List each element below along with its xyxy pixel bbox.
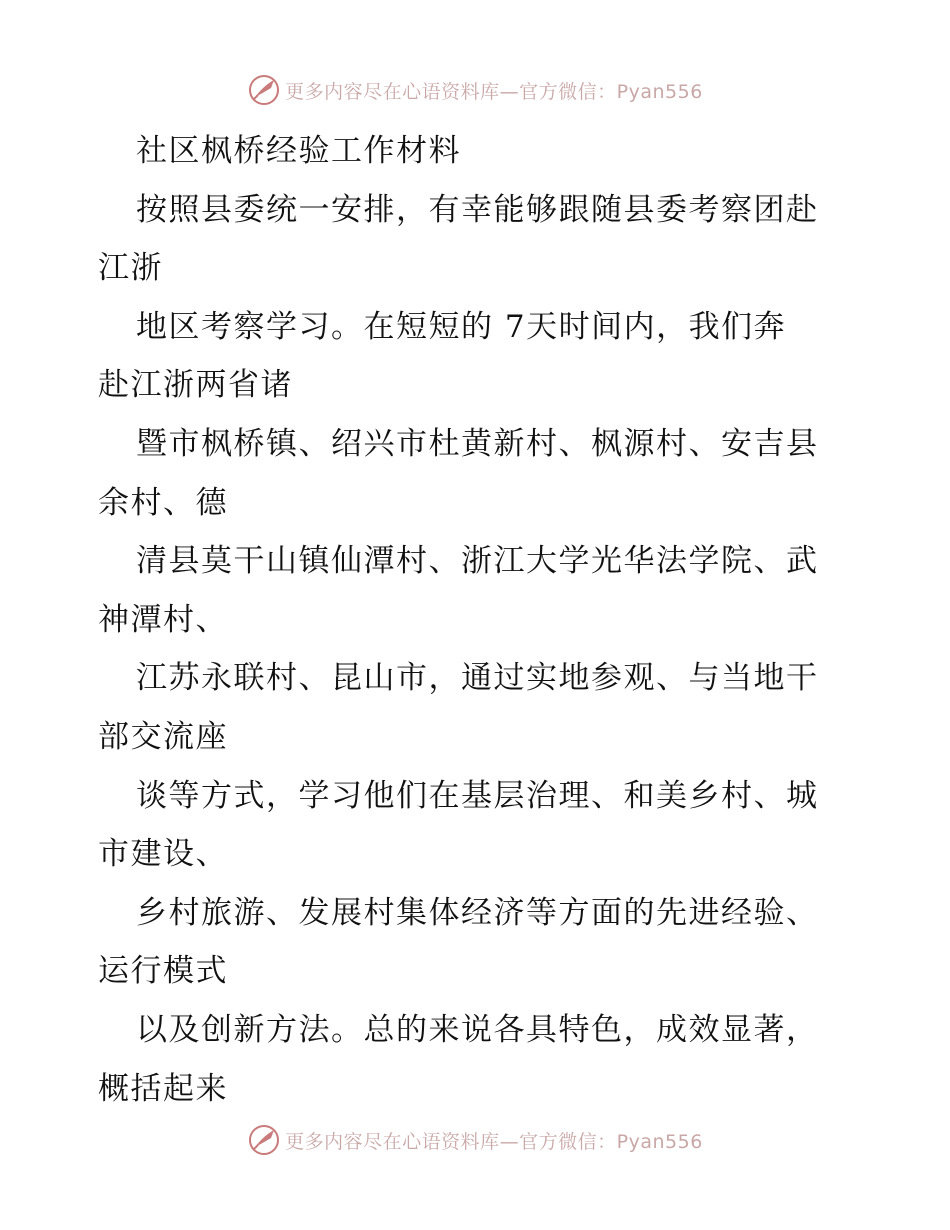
paragraph-line: 江苏永联村、昆山市，通过实地参观、与当地干 — [136, 660, 819, 697]
paragraph-line: 地区考察学习。在短短的 7天时间内，我们奔 — [136, 308, 787, 345]
paragraph-line: 部交流座 — [98, 718, 228, 755]
document-title: 社区枫桥经验工作材料 — [136, 133, 461, 169]
paragraph-line: 概括起来 — [98, 1070, 228, 1107]
paragraph-line: 以及创新方法。总的来说各具特色，成效显著， — [136, 1011, 819, 1048]
paragraph-line: 按照县委统一安排，有幸能够跟随县委考察团赴 — [136, 191, 819, 228]
footer-watermark — [0, 1122, 950, 1158]
paragraph-line: 江浙 — [98, 250, 163, 287]
header-watermark — [0, 72, 950, 108]
paragraph-line: 神潭村、 — [98, 601, 228, 638]
paragraph-line: 谈等方式，学习他们在基层治理、和美乡村、城 — [136, 777, 819, 814]
paragraph-line: 余村、德 — [98, 484, 228, 521]
paragraph-line: 赴江浙两省诸 — [98, 367, 293, 404]
pen-nib-logo-icon — [247, 1123, 281, 1157]
pen-nib-logo-icon — [247, 73, 281, 107]
paragraph-line: 清县莫干山镇仙潭村、浙江大学光华法学院、武 — [136, 543, 819, 580]
paragraph-line: 市建设、 — [98, 836, 228, 873]
watermark-text: 更多内容尽在心语资料库—官方微信：Pyan556 — [285, 80, 703, 103]
document-body — [98, 122, 858, 1118]
paragraph-line: 运行模式 — [98, 953, 228, 990]
watermark-text: 更多内容尽在心语资料库—官方微信：Pyan556 — [285, 1130, 703, 1153]
paragraph-line: 乡村旅游、发展村集体经济等方面的先进经验、 — [136, 894, 819, 931]
paragraph-line: 暨市枫桥镇、绍兴市杜黄新村、枫源村、安吉县 — [136, 425, 819, 462]
